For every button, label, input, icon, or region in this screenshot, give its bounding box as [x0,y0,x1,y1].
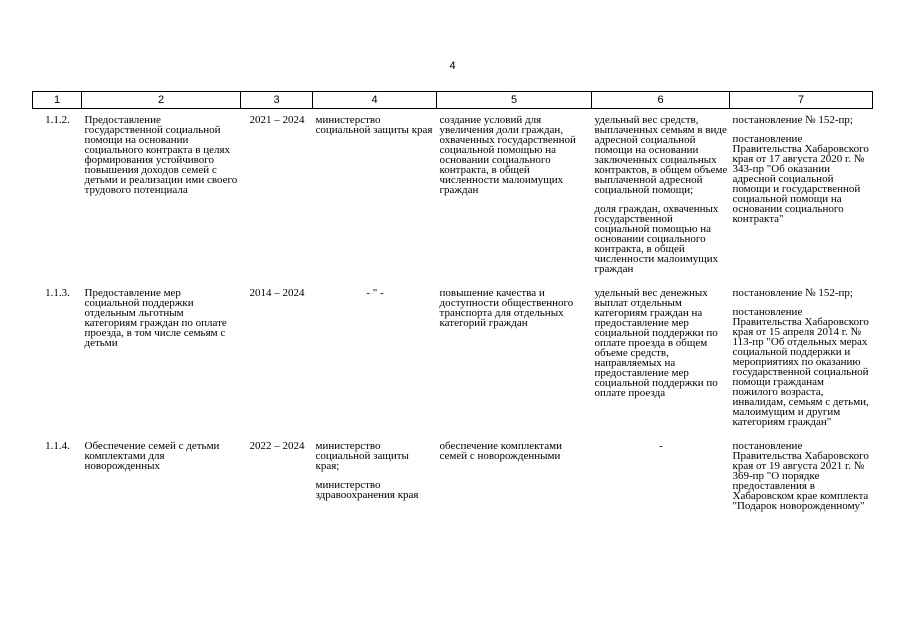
page-number: 4 [449,60,456,72]
column-header: 7 [730,92,873,109]
measure-result: повышение качества и доступности общественного транспорта для отдельных категорий граждан [439,287,574,329]
measure-name: Предоставление мер социальной поддержки отдельным льготным категориям граждан по оплате проезда, в том числе семьям с детьми [84,287,227,349]
measure-period: 2014 – 2024 [249,287,305,299]
legal-doc-text: постановление № 152-пр; [732,114,853,126]
measure-period: 2021 – 2024 [249,114,305,126]
column-header: 5 [437,92,592,109]
measure-name: Предоставление государственной социальной помощи на основании социального контракта в целях формирования устойчивого повышения доходов семей с детьми и реализации ими своего трудового потенциала [84,114,238,196]
executor-text: министерство социальной защиты края; [315,440,409,472]
indicator-text: удельный вес средств, выплаченных семьям в виде адресной социальной помощи на основании заключенных социальных контрактов, в общем объеме выплаченной адресной социальной помощи; [594,114,728,196]
legal-doc-text: постановление Правительства Хабаровского края от 15 апреля 2014 г. № 113-пр "Об отдельных мерах социальной поддержки и мероприятиях по оказанию государственной социальной помощи гражданам пожилого возраста, инвалидам, семьям с детьми, малоимущим и другим категориям граждан" [732,306,869,428]
measure-number: 1.1.2. [45,114,70,126]
column-header: 4 [313,92,437,109]
measure-executor [313,427,437,511]
measure-indicator [592,274,730,427]
column-header: 1 [33,92,82,109]
measure-indicator [592,427,730,511]
table-row [33,427,873,511]
executor-text: министерство здравоохранения края [315,479,419,501]
indicator-text: доля граждан, охваченных государственной социальной помощью на основании социального контракта, в общей численности малоимущих граждан [594,203,719,275]
executor-text: - " - [366,287,384,299]
table-row [33,109,873,275]
table-row [33,274,873,427]
indicator-text: - [659,440,663,452]
legal-doc-text: постановление Правительства Хабаровского края от 19 августа 2021 г. № 369-пр "О порядке предоставления в Хабаровском крае комплекта "Подарок новорожденному" [732,440,869,512]
legal-doc-text: постановление Правительства Хабаровского края от 17 августа 2020 г. № 343-пр "Об оказании адресной социальной помощи и государственной социальной помощи на основании социального контракта" [732,133,869,225]
indicator-text: удельный вес денежных выплат отдельным категориям граждан на предоставление мер социальной поддержки по оплате проезда в общем объеме средств, направляемых на предоставление мер социальной поддержки по оплате проезда [594,287,718,399]
column-header: 2 [82,92,241,109]
measure-result: создание условий для увеличения доли граждан, охваченных государственной социальной помощью на основании социального контракта, в общей численности малоимущих граждан [439,114,576,196]
measure-executor [313,109,437,275]
measure-name: Обеспечение семей с детьми комплектами для новорожденных [84,440,220,472]
measure-period: 2022 – 2024 [249,440,305,452]
column-header: 6 [592,92,730,109]
measure-result: обеспечение комплектами семей с новорожденными [439,440,562,462]
measure-legal-docs [730,427,873,511]
legal-doc-text: постановление № 152-пр; [732,287,853,299]
measure-legal-docs [730,109,873,275]
measure-indicator [592,109,730,275]
measure-number: 1.1.4. [45,440,70,452]
program-measures-table [32,91,873,511]
measure-executor [313,274,437,427]
measure-number: 1.1.3. [45,287,70,299]
column-number-row [33,92,873,109]
measure-legal-docs [730,274,873,427]
executor-text: министерство социальной защиты края [315,114,433,136]
column-header: 3 [241,92,313,109]
